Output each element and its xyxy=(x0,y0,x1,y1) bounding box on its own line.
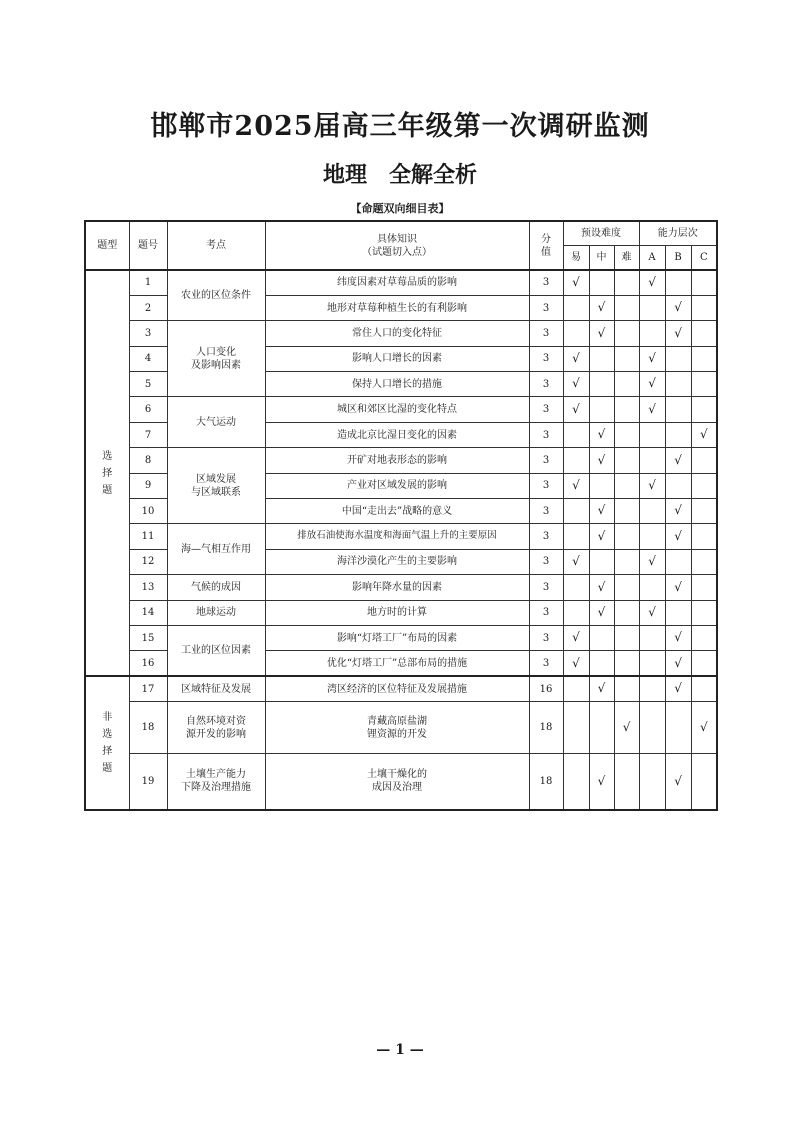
check-mark: √ xyxy=(563,473,589,498)
check-mark: √ xyxy=(639,549,665,574)
check-mark: √ xyxy=(665,625,691,650)
knowledge-cell: 影响年降水量的因素 xyxy=(265,575,529,600)
question-number: 1 xyxy=(129,270,167,295)
check-mark: √ xyxy=(563,651,589,676)
knowledge-cell: 城区和郊区比湿的变化特点 xyxy=(265,397,529,422)
header-knowledge xyxy=(265,221,529,270)
table-row xyxy=(85,676,717,701)
knowledge-cell: 地方时的计算 xyxy=(265,600,529,625)
topic-line: 源开发的影响 xyxy=(186,728,246,740)
score-cell: 18 xyxy=(529,702,563,754)
check-mark: √ xyxy=(665,295,691,320)
score-cell: 3 xyxy=(529,600,563,625)
knowledge-line: 青藏高原盐湖 xyxy=(367,715,427,727)
topic-line: 自然环境对资 xyxy=(186,715,246,727)
header-score-line1: 分 xyxy=(541,233,551,245)
topic-cell: 农业的区位条件 xyxy=(167,270,265,321)
check-mark: √ xyxy=(563,549,589,574)
question-number: 11 xyxy=(129,524,167,549)
knowledge-cell: 地形对草莓种植生长的有利影响 xyxy=(265,295,529,320)
question-number: 9 xyxy=(129,473,167,498)
topic-cell: 气候的成因 xyxy=(167,575,265,600)
score-cell: 3 xyxy=(529,575,563,600)
document-subtitle: 地理 全解全析 xyxy=(322,162,477,188)
topic-line: 人口变化 xyxy=(196,346,236,358)
score-cell: 3 xyxy=(529,625,563,650)
topic-line: 土壤生产能力 xyxy=(186,769,246,781)
header-knowledge-line2: （试题切入点） xyxy=(362,246,432,258)
check-mark: √ xyxy=(589,575,614,600)
check-mark: √ xyxy=(665,651,691,676)
header-difficulty-medium: 中 xyxy=(589,246,614,271)
check-mark: √ xyxy=(589,600,614,625)
header-ability-a: A xyxy=(639,246,665,271)
topic-line: 区域发展 xyxy=(196,473,236,485)
table-caption: 【命题双向细目表】 xyxy=(350,202,450,215)
score-cell: 3 xyxy=(529,651,563,676)
knowledge-cell: 开矿对地表形态的影响 xyxy=(265,448,529,473)
check-mark: √ xyxy=(589,422,614,447)
table-row xyxy=(85,524,717,549)
table-row xyxy=(85,702,717,754)
check-mark: √ xyxy=(665,754,691,810)
question-number: 13 xyxy=(129,575,167,600)
question-number: 14 xyxy=(129,600,167,625)
question-number: 4 xyxy=(129,346,167,371)
check-mark: √ xyxy=(589,524,614,549)
document-title: 邯郸市2025届高三年级第一次调研监测 xyxy=(150,111,650,142)
check-mark: √ xyxy=(563,372,589,397)
header-topic: 考点 xyxy=(167,221,265,270)
header-ability-b: B xyxy=(665,246,691,271)
question-number: 12 xyxy=(129,549,167,574)
knowledge-cell: 影响人口增长的因素 xyxy=(265,346,529,371)
specification-table xyxy=(84,220,718,811)
check-mark: √ xyxy=(563,625,589,650)
question-number: 10 xyxy=(129,499,167,524)
score-cell: 3 xyxy=(529,422,563,447)
table-row xyxy=(85,575,717,600)
check-mark: √ xyxy=(639,600,665,625)
table-row xyxy=(85,397,717,422)
header-difficulty: 预设难度 xyxy=(563,221,639,246)
score-cell: 18 xyxy=(529,754,563,810)
question-number: 19 xyxy=(129,754,167,810)
knowledge-cell: 影响“灯塔工厂”布局的因素 xyxy=(265,625,529,650)
check-mark: √ xyxy=(589,676,614,701)
topic-line: 及影响因素 xyxy=(191,359,241,371)
check-mark: √ xyxy=(691,702,717,754)
group-choice-label: 选择题 xyxy=(102,450,113,496)
header-difficulty-hard: 难 xyxy=(614,246,639,271)
topic-cell xyxy=(167,702,265,754)
score-cell: 16 xyxy=(529,676,563,701)
topic-cell: 地球运动 xyxy=(167,600,265,625)
topic-line: 与区域联系 xyxy=(191,486,241,498)
knowledge-cell xyxy=(265,702,529,754)
topic-cell xyxy=(167,754,265,810)
score-cell: 3 xyxy=(529,270,563,295)
header-score-line2: 值 xyxy=(541,246,551,258)
topic-cell: 大气运动 xyxy=(167,397,265,448)
knowledge-cell: 纬度因素对草莓品质的影响 xyxy=(265,270,529,295)
question-number: 2 xyxy=(129,295,167,320)
knowledge-cell: 湾区经济的区位特征及发展措施 xyxy=(265,676,529,701)
check-mark: √ xyxy=(589,448,614,473)
page-number: — 1 — xyxy=(376,1042,424,1058)
question-number: 3 xyxy=(129,321,167,346)
question-number: 15 xyxy=(129,625,167,650)
question-number: 18 xyxy=(129,702,167,754)
check-mark: √ xyxy=(665,321,691,346)
header-ability: 能力层次 xyxy=(639,221,717,246)
check-mark: √ xyxy=(563,346,589,371)
knowledge-cell: 造成北京比湿日变化的因素 xyxy=(265,422,529,447)
question-number: 16 xyxy=(129,651,167,676)
table-row xyxy=(85,600,717,625)
check-mark: √ xyxy=(665,575,691,600)
check-mark: √ xyxy=(665,499,691,524)
knowledge-cell: 保持人口增长的措施 xyxy=(265,372,529,397)
score-cell: 3 xyxy=(529,549,563,574)
check-mark: √ xyxy=(563,270,589,295)
check-mark: √ xyxy=(589,499,614,524)
topic-cell xyxy=(167,448,265,524)
question-number: 7 xyxy=(129,422,167,447)
knowledge-cell: 排放石油使海水温度和海面气温上升的主要原因 xyxy=(265,524,529,549)
group-nonchoice-label: 非选择题 xyxy=(102,711,113,774)
check-mark: √ xyxy=(639,270,665,295)
check-mark: √ xyxy=(639,473,665,498)
knowledge-cell: 中国“走出去”战略的意义 xyxy=(265,499,529,524)
knowledge-line: 土壤干燥化的 xyxy=(367,769,427,781)
table-row xyxy=(85,754,717,810)
table-row xyxy=(85,625,717,650)
score-cell: 3 xyxy=(529,524,563,549)
table-row xyxy=(85,270,717,295)
check-mark: √ xyxy=(639,346,665,371)
score-cell: 3 xyxy=(529,448,563,473)
header-ability-c: C xyxy=(691,246,717,271)
group-nonchoice xyxy=(85,676,129,809)
topic-cell: 区域特征及发展 xyxy=(167,676,265,701)
topic-cell: 海—气相互作用 xyxy=(167,524,265,575)
knowledge-line: 锂资源的开发 xyxy=(367,728,427,740)
header-score xyxy=(529,221,563,270)
check-mark: √ xyxy=(639,397,665,422)
check-mark: √ xyxy=(589,754,614,810)
topic-cell xyxy=(167,321,265,397)
score-cell: 3 xyxy=(529,321,563,346)
question-number: 5 xyxy=(129,372,167,397)
score-cell: 3 xyxy=(529,295,563,320)
knowledge-cell: 产业对区域发展的影响 xyxy=(265,473,529,498)
header-difficulty-easy: 易 xyxy=(563,246,589,271)
knowledge-cell: 海洋沙漠化产生的主要影响 xyxy=(265,549,529,574)
check-mark: √ xyxy=(614,702,639,754)
topic-line: 下降及治理措施 xyxy=(181,782,251,794)
question-number: 17 xyxy=(129,676,167,701)
check-mark: √ xyxy=(665,524,691,549)
header-knowledge-line1: 具体知识 xyxy=(377,233,417,245)
score-cell: 3 xyxy=(529,346,563,371)
score-cell: 3 xyxy=(529,473,563,498)
knowledge-line: 成因及治理 xyxy=(372,782,422,794)
check-mark: √ xyxy=(665,676,691,701)
topic-cell: 工业的区位因素 xyxy=(167,625,265,676)
header-number: 题号 xyxy=(129,221,167,270)
check-mark: √ xyxy=(563,397,589,422)
group-choice xyxy=(85,270,129,676)
score-cell: 3 xyxy=(529,499,563,524)
table-row xyxy=(85,321,717,346)
check-mark: √ xyxy=(589,321,614,346)
knowledge-cell: 常住人口的变化特征 xyxy=(265,321,529,346)
check-mark: √ xyxy=(691,422,717,447)
check-mark: √ xyxy=(589,295,614,320)
question-number: 8 xyxy=(129,448,167,473)
check-mark: √ xyxy=(639,372,665,397)
check-mark: √ xyxy=(665,448,691,473)
score-cell: 3 xyxy=(529,397,563,422)
knowledge-cell xyxy=(265,754,529,810)
score-cell: 3 xyxy=(529,372,563,397)
table-row xyxy=(85,448,717,473)
question-number: 6 xyxy=(129,397,167,422)
header-type: 题型 xyxy=(85,221,129,270)
knowledge-cell: 优化“灯塔工厂”总部布局的措施 xyxy=(265,651,529,676)
